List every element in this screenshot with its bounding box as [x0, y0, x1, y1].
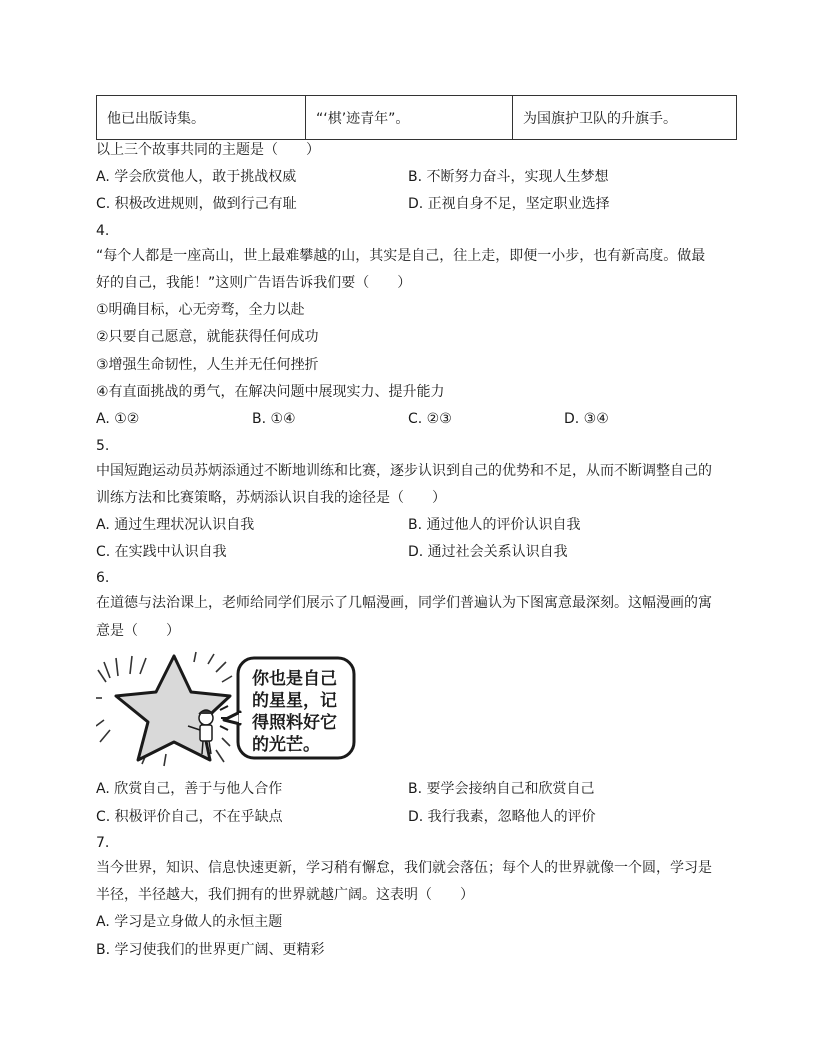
statement-item: ③增强生命韧性，人生并无任何挫折 — [96, 357, 319, 373]
story-table — [96, 95, 737, 140]
question-number: 4. — [96, 223, 110, 239]
option-b: B. 学习使我们的世界更广阔、更精彩 — [96, 942, 325, 958]
option-a: A. ①② — [96, 411, 140, 427]
option-d: D. 通过社会关系认识自我 — [408, 544, 568, 560]
question-number: 7. — [96, 835, 110, 851]
question-stem: 好的自己，我能！”这则广告语告诉我们要（ ） — [96, 275, 412, 291]
question-stem: 意是（ ） — [96, 623, 180, 639]
star-comic-illustration — [96, 650, 358, 770]
statement-item: ①明确目标，心无旁骛，全力以赴 — [96, 302, 305, 318]
table-cell: 他已出版诗集。 — [97, 96, 306, 140]
comic-speech-line: 得照料好它 — [252, 713, 337, 733]
question-stem: 半径，半径越大，我们拥有的世界就越广阔。这表明（ ） — [96, 887, 474, 903]
option-d: D. 正视自身不足，坚定职业选择 — [408, 196, 610, 212]
option-a: A. 学习是立身做人的永恒主题 — [96, 914, 283, 930]
question-stem: 当今世界，知识、信息快速更新，学习稍有懈怠，我们就会落伍；每个人的世界就像一个圆，学习是 — [96, 860, 712, 876]
option-c: C. 积极改进规则，做到行己有耻 — [96, 196, 297, 212]
comic-speech-line: 你也是自己 — [252, 669, 337, 689]
question-stem: 在道德与法治课上，老师给同学们展示了几幅漫画，同学们普遍认为下图寓意最深刻。这幅漫画的寓 — [96, 595, 712, 611]
statement-item: ②只要自己愿意，就能获得任何成功 — [96, 329, 319, 345]
option-b: B. 要学会接纳自己和欣赏自己 — [408, 781, 595, 797]
question-stem: 训练方法和比赛策略，苏炳添认识自我的途径是（ ） — [96, 490, 446, 506]
table-cell: 为国旗护卫队的升旗手。 — [513, 96, 737, 140]
option-b: B. ①④ — [252, 411, 296, 427]
table-cell: “‘棋’迹青年”。 — [306, 96, 513, 140]
option-d: D. ③④ — [564, 411, 609, 427]
option-a: A. 通过生理状况认识自我 — [96, 517, 255, 533]
question-number: 5. — [96, 438, 110, 454]
option-d: D. 我行我素，忽略他人的评价 — [408, 809, 596, 825]
option-c: C. 在实践中认识自我 — [96, 544, 227, 560]
question-number: 6. — [96, 570, 110, 586]
comic-speech-line: 的星星，记 — [252, 691, 337, 711]
question-stem: “每个人都是一座高山，世上最难攀越的山，其实是自己，往上走，即便一小步，也有新高度。做最 — [96, 248, 706, 264]
option-b: B. 通过他人的评价认识自我 — [408, 517, 581, 533]
option-b: B. 不断努力奋斗，实现人生梦想 — [408, 169, 609, 185]
comic-speech-line: 的光芒。 — [252, 735, 320, 755]
question-stem: 中国短跑运动员苏炳添通过不断地训练和比赛，逐步认识到自己的优势和不足，从而不断调整自己的 — [96, 463, 712, 479]
statement-item: ④有直面挑战的勇气，在解决问题中展现实力、提升能力 — [96, 384, 445, 400]
question-stem: 以上三个故事共同的主题是（ ） — [96, 142, 320, 158]
option-c: C. 积极评价自己，不在乎缺点 — [96, 809, 283, 825]
option-a: A. 欣赏自己，善于与他人合作 — [96, 781, 283, 797]
option-a: A. 学会欣赏他人，敢于挑战权威 — [96, 169, 297, 185]
option-c: C. ②③ — [408, 411, 452, 427]
